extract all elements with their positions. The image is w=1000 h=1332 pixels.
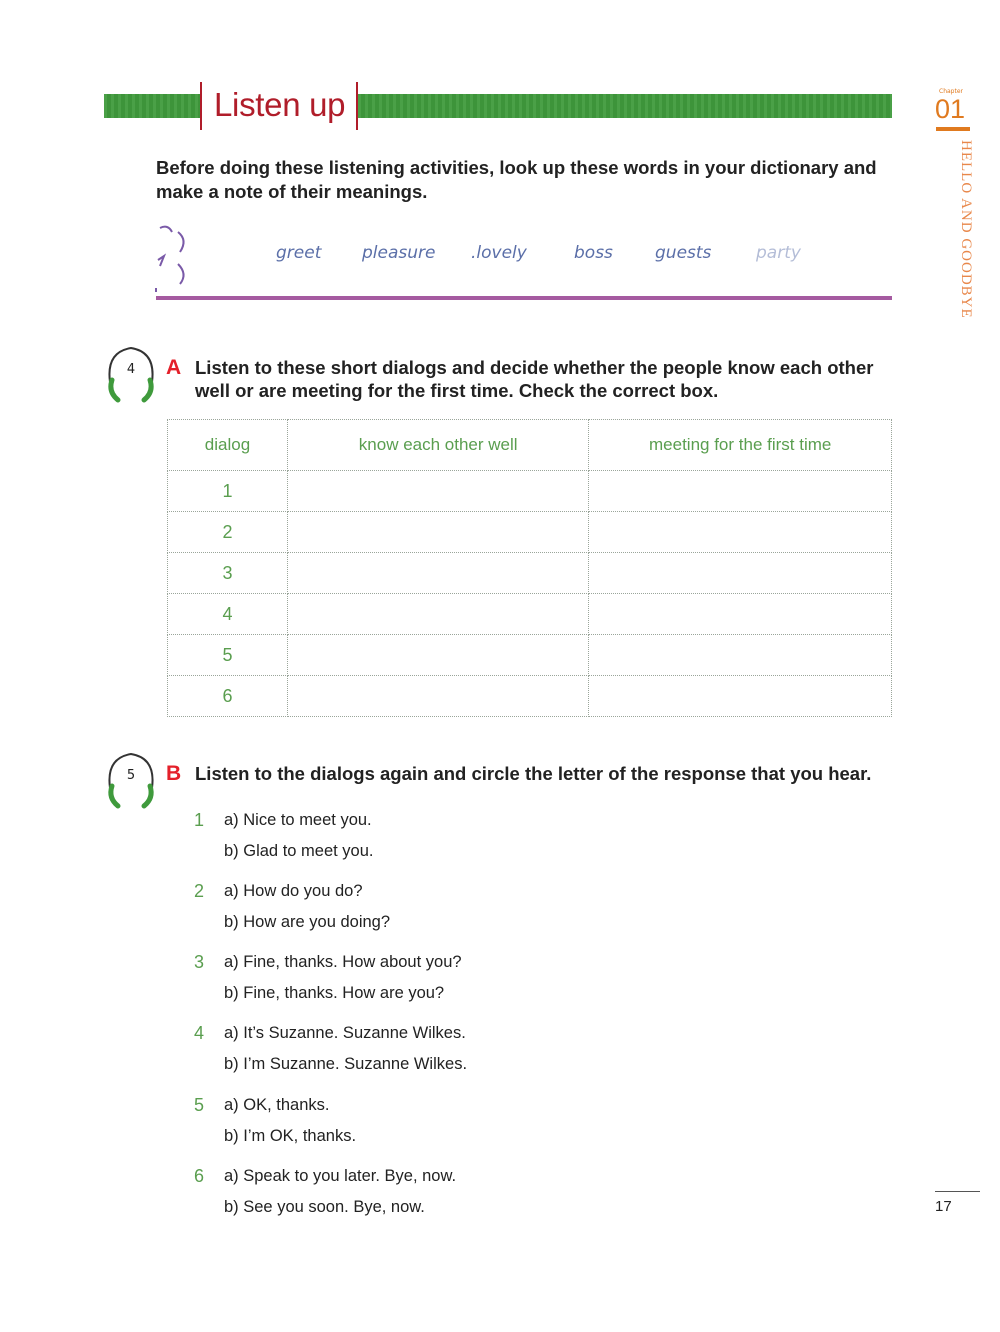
word-bank-word: boss (574, 243, 613, 263)
option-a[interactable]: a) It’s Suzanne. Suzanne Wilkes. (224, 1024, 466, 1042)
dialog-number: 2 (168, 512, 288, 553)
option-a[interactable]: a) Fine, thanks. How about you? (224, 953, 462, 971)
know-well-checkbox-cell[interactable] (287, 635, 588, 676)
first-time-checkbox-cell[interactable] (589, 553, 892, 594)
option-b[interactable]: b) I’m OK, thanks. (224, 1127, 357, 1145)
option-b[interactable]: b) See you soon. Bye, now. (224, 1198, 425, 1216)
chapter-number: 01 (935, 94, 966, 124)
section-title: Listen up (214, 86, 346, 123)
table-row (168, 471, 892, 512)
first-time-checkbox-cell[interactable] (589, 594, 892, 635)
column-header: know each other well (287, 420, 588, 471)
headphones-icon (104, 342, 158, 404)
first-time-checkbox-cell[interactable] (589, 635, 892, 676)
item-number: 5 (194, 1095, 205, 1115)
track-number: 5 (126, 768, 136, 783)
dialog-number: 3 (168, 553, 288, 594)
chapter-label: Chapter (939, 88, 963, 95)
dialog-table (167, 419, 892, 717)
item-number: 3 (194, 952, 205, 972)
banner-bar-left (104, 94, 200, 118)
chapter-bar (936, 127, 970, 131)
table-row (168, 553, 892, 594)
item-number: 4 (194, 1023, 205, 1043)
section-letter: B (166, 762, 182, 785)
section-b-instruction: Listen to the dialogs again and circle the letter of the response that you hear. (195, 763, 872, 784)
dialog-number: 4 (168, 594, 288, 635)
headphones-icon (104, 748, 158, 810)
first-time-checkbox-cell[interactable] (589, 512, 892, 553)
table-row (168, 512, 892, 553)
know-well-checkbox-cell[interactable] (287, 512, 588, 553)
know-well-checkbox-cell[interactable] (287, 471, 588, 512)
section-letter: A (166, 356, 182, 379)
dialog-number: 6 (168, 676, 288, 717)
first-time-checkbox-cell[interactable] (589, 471, 892, 512)
option-a[interactable]: a) Speak to you later. Bye, now. (224, 1167, 457, 1185)
intro-text: Before doing these listening activities, look up these words in your dictionary and make a note of their meanings. (156, 157, 877, 202)
option-b[interactable]: b) How are you doing? (224, 913, 391, 931)
table-row (168, 594, 892, 635)
item-number: 2 (194, 881, 205, 901)
dialog-number: 5 (168, 635, 288, 676)
column-header: dialog (168, 420, 288, 471)
word-bank-word: .lovely (471, 243, 527, 263)
word-bank-word: pleasure (362, 243, 436, 263)
page-number-rule (935, 1191, 980, 1192)
word-bank-word: greet (276, 243, 322, 263)
column-header: meeting for the first time (589, 420, 892, 471)
table-row (168, 635, 892, 676)
dialog-number: 1 (168, 471, 288, 512)
first-time-checkbox-cell[interactable] (589, 676, 892, 717)
page-number: 17 (935, 1198, 952, 1215)
section-a-instruction: Listen to these short dialogs and decide whether the people know each other well or are meeting for the first time. Check the correct box. (195, 357, 874, 401)
option-b[interactable]: b) I’m Suzanne. Suzanne Wilkes. (224, 1055, 468, 1073)
option-b[interactable]: b) Fine, thanks. How are you? (224, 984, 445, 1002)
table-header-row (168, 420, 892, 471)
word-bank-word: party (756, 243, 801, 263)
banner-bar-right (358, 94, 892, 118)
option-a[interactable]: a) Nice to meet you. (224, 811, 372, 829)
word-bank-word: guests (655, 243, 712, 263)
word-bank-divider (156, 296, 892, 300)
option-a[interactable]: a) How do you do? (224, 882, 363, 900)
option-b[interactable]: b) Glad to meet you. (224, 842, 374, 860)
know-well-checkbox-cell[interactable] (287, 553, 588, 594)
word-bank-decoration-icon (154, 222, 194, 292)
item-number: 1 (194, 810, 205, 830)
know-well-checkbox-cell[interactable] (287, 676, 588, 717)
know-well-checkbox-cell[interactable] (287, 594, 588, 635)
chapter-title: HELLO AND GOODBYE (958, 140, 974, 319)
item-number: 6 (194, 1166, 205, 1186)
table-row (168, 676, 892, 717)
track-number: 4 (126, 362, 136, 377)
option-a[interactable]: a) OK, thanks. (224, 1096, 330, 1114)
